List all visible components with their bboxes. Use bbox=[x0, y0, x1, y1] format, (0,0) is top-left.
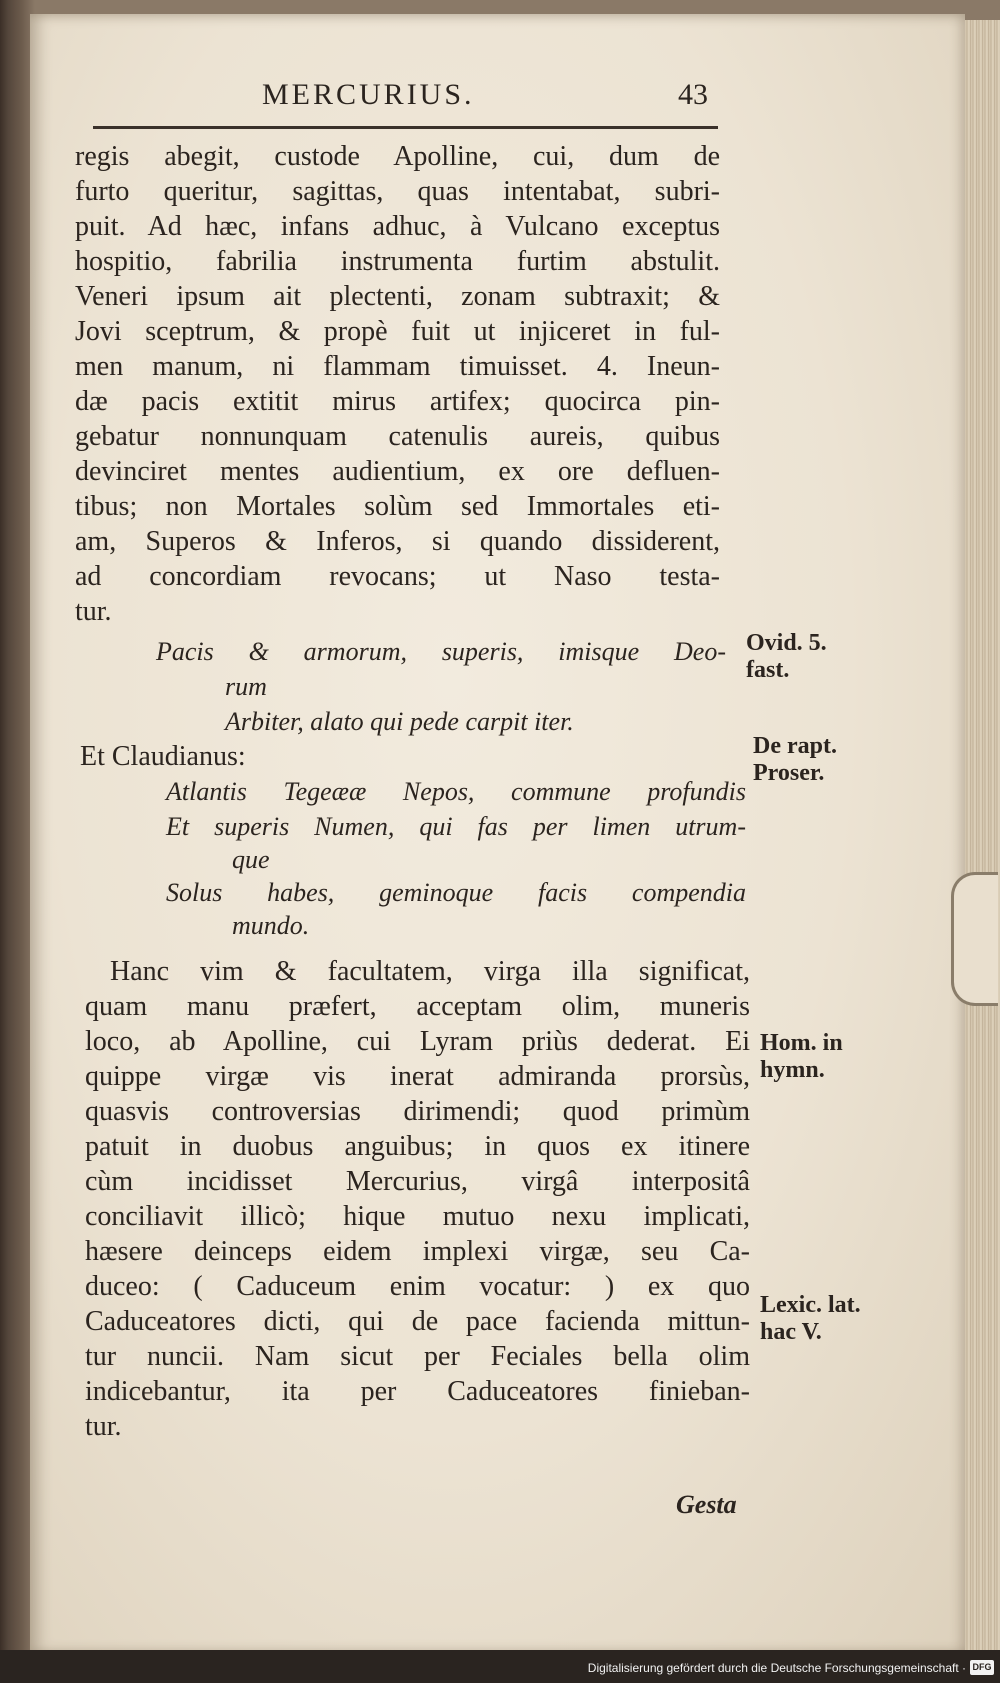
body-line: men manum, ni flammam timuisset. 4. Ineun- bbox=[75, 351, 720, 382]
margin-note-line: Ovid. 5. bbox=[746, 630, 827, 656]
body-line: quam manu præfert, acceptam olim, muneris bbox=[85, 991, 750, 1022]
body-line: puit. Ad hæc, infans adhuc, à Vulcano exceptus bbox=[75, 211, 720, 242]
page-tab-marker bbox=[951, 872, 998, 1006]
body-line: patuit in duobus anguibus; in quos ex itinere bbox=[85, 1131, 750, 1162]
verse-line: rum bbox=[225, 672, 267, 701]
margin-note-line: Proser. bbox=[753, 760, 825, 786]
margin-note-line: hac V. bbox=[760, 1319, 822, 1345]
margin-note-line: hymn. bbox=[760, 1057, 825, 1083]
verse-line: Solus habes, geminoque facis compendia bbox=[166, 878, 746, 907]
catchword: Gesta bbox=[676, 1490, 737, 1519]
body-line: indicebantur, ita per Caduceatores finieban- bbox=[85, 1376, 750, 1407]
margin-note-line: Lexic. lat. bbox=[760, 1292, 861, 1318]
body-line: devinciret mentes audientium, ex ore defluen- bbox=[75, 456, 720, 487]
body-line: Hanc vim & facultatem, virga illa significat, bbox=[110, 956, 750, 987]
body-line: hæsere deinceps eidem implexi virgæ, seu Ca- bbox=[85, 1236, 750, 1267]
margin-note-lexicon bbox=[760, 1292, 861, 1346]
body-line: tibus; non Mortales solùm sed Immortales eti- bbox=[75, 491, 720, 522]
margin-note-line: De rapt. bbox=[753, 733, 837, 759]
body-line: loco, ab Apolline, cui Lyram priùs dederat. Ei bbox=[85, 1026, 750, 1057]
body-line: Caduceatores dicti, qui de pace facienda mittun- bbox=[85, 1306, 750, 1337]
page-edges bbox=[965, 20, 1000, 1652]
body-line: ad concordiam revocans; ut Naso testa- bbox=[75, 561, 720, 592]
margin-note-line: Hom. in bbox=[760, 1030, 843, 1056]
dfg-logo: DFG bbox=[970, 1660, 994, 1675]
body-line: quippe virgæ vis inerat admiranda prorsùs, bbox=[85, 1061, 750, 1092]
page-number: 43 bbox=[678, 78, 708, 111]
body-line: conciliavit illicò; hique mutuo nexu implicati, bbox=[85, 1201, 750, 1232]
verse-line: Pacis & armorum, superis, imisque Deo- bbox=[156, 637, 726, 666]
header-rule bbox=[93, 126, 718, 129]
body-line: tur nuncii. Nam sicut per Feciales bella olim bbox=[85, 1341, 750, 1372]
claudianus-intro: Et Claudianus: bbox=[80, 741, 246, 772]
body-line: furto queritur, sagittas, quas intentabat, subri- bbox=[75, 176, 720, 207]
body-line: cùm incidisset Mercurius, virgâ interpositâ bbox=[85, 1166, 750, 1197]
body-line: hospitio, fabrilia instrumenta furtim abstulit. bbox=[75, 246, 720, 277]
verse-line: mundo. bbox=[232, 911, 310, 940]
body-line: regis abegit, custode Apolline, cui, dum de bbox=[75, 141, 720, 172]
body-line: Veneri ipsum ait plectenti, zonam subtraxit; & bbox=[75, 281, 720, 312]
verse-line: que bbox=[232, 845, 270, 874]
running-head: MERCURIUS. bbox=[262, 78, 475, 111]
margin-note-claudian bbox=[753, 733, 837, 787]
verse-line: Et superis Numen, qui fas per limen utrum- bbox=[166, 812, 746, 841]
verse-line: Atlantis Tegeææ Nepos, commune profundis bbox=[166, 777, 746, 806]
margin-note-homer bbox=[760, 1030, 843, 1084]
body-line: dæ pacis extitit mirus artifex; quocirca pin- bbox=[75, 386, 720, 417]
body-line: quasvis controversias dirimendi; quod primùm bbox=[85, 1096, 750, 1127]
body-line: gebatur nonnunquam catenulis aureis, quibus bbox=[75, 421, 720, 452]
body-line: Jovi sceptrum, & propè fuit ut injiceret in ful- bbox=[75, 316, 720, 347]
verse-line: Arbiter, alato qui pede carpit iter. bbox=[225, 707, 574, 736]
body-line: tur. bbox=[85, 1411, 122, 1442]
body-line: am, Superos & Inferos, si quando dissiderent, bbox=[75, 526, 720, 557]
margin-note-line: fast. bbox=[746, 657, 790, 683]
margin-note-ovid bbox=[746, 630, 827, 684]
body-line: duceo: ( Caduceum enim vocatur: ) ex quo bbox=[85, 1271, 750, 1302]
digitization-credit: Digitalisierung gefördert durch die Deutsche Forschungsgemeinschaft · bbox=[587, 1661, 966, 1675]
body-line: tur. bbox=[75, 596, 112, 627]
